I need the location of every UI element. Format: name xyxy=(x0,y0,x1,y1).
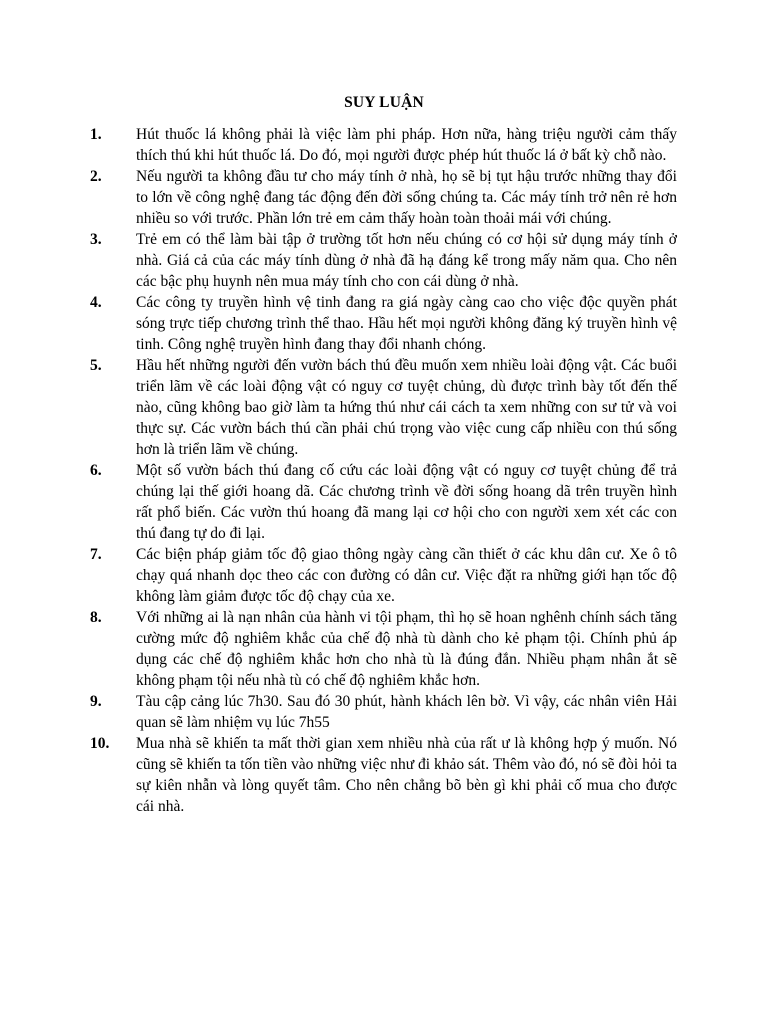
list-item-number: 1. xyxy=(90,126,102,143)
list-item-number: 5. xyxy=(90,357,102,374)
list-item xyxy=(0,292,768,355)
list-item-number: 10. xyxy=(90,735,110,752)
list-item-text: Một số vườn bách thú đang cố cứu các loài động vật có nguy cơ tuyệt chủng để trả chúng lại thế giới hoang dã. Các chương trình về đời sống hoang dã trên truyền hình rất phổ biến. Các vườn thú hoang đã mang lại cơ hội cho con người xem xét các con thú đang tự do đi lại. xyxy=(136,462,677,542)
list-item-text: Trẻ em có thể làm bài tập ở trường tốt hơn nếu chúng có cơ hội sử dụng máy tính ở nhà. Giá cả của các máy tính dùng ở nhà đã hạ đáng kể trong mấy năm qua. Cho nên các bậc phụ huynh nên mua máy tính cho con cái dùng ở nhà. xyxy=(136,231,677,290)
list-item-number: 7. xyxy=(90,546,102,563)
list-item-text: Hầu hết những người đến vườn bách thú đều muốn xem nhiều loài động vật. Các buổi triển lãm về các loài động vật có nguy cơ tuyệt chủng, dù được trình bày tốt đến thế nào, cũng không bao giờ làm ta hứng thú như cái cách ta xem những con sư tử và voi thực sự. Các vườn bách thú cần phải chú trọng vào việc cung cấp nhiều con thú sống hơn là triển lãm về chúng. xyxy=(136,357,677,458)
list-item-number: 3. xyxy=(90,231,102,248)
list-item xyxy=(0,691,768,733)
list-item xyxy=(0,124,768,166)
list-item-text: Mua nhà sẽ khiến ta mất thời gian xem nhiều nhà của rất ư là không hợp ý muốn. Nó cũng sẽ khiến ta tốn tiền vào những việc như đi khảo sát. Thêm vào đó, nó sẽ đòi hỏi ta sự kiên nhẫn và lòng quyết tâm. Cho nên chẳng bõ bèn gì khi phải cố mua cho được cái nhà. xyxy=(136,735,677,815)
list-item-number: 9. xyxy=(90,693,102,710)
list-item xyxy=(0,229,768,292)
list-item-number: 6. xyxy=(90,462,102,479)
list-item-text: Hút thuốc lá không phải là việc làm phi pháp. Hơn nữa, hàng triệu người cảm thấy thích thú khi hút thuốc lá. Do đó, mọi người được phép hút thuốc lá ở bất kỳ chỗ nào. xyxy=(136,126,677,164)
list-item xyxy=(0,355,768,460)
list-item-text: Các công ty truyền hình vệ tinh đang ra giá ngày càng cao cho việc độc quyền phát sóng trực tiếp chương trình thể thao. Hầu hết mọi người không đăng ký truyền hình vệ tinh. Công nghệ truyền hình đang thay đổi nhanh chóng. xyxy=(136,294,677,353)
list-item-text: Nếu người ta không đầu tư cho máy tính ở nhà, họ sẽ bị tụt hậu trước những thay đổi to lớn về công nghệ đang tác động đến đời sống chúng ta. Các máy tính trở nên rẻ hơn nhiều so với trước. Phần lớn trẻ em cảm thấy hoàn toàn thoải mái với chúng. xyxy=(136,168,677,227)
list-item-text: Các biện pháp giảm tốc độ giao thông ngày càng cần thiết ở các khu dân cư. Xe ô tô chạy quá nhanh dọc theo các con đường có dân cư. Việc đặt ra những giới hạn tốc độ không làm giảm được tốc độ chạy của xe. xyxy=(136,546,677,605)
list-item-text: Với những ai là nạn nhân của hành vi tội phạm, thì họ sẽ hoan nghênh chính sách tăng cường mức độ nghiêm khắc của chế độ nhà tù dành cho kẻ phạm tội. Chính phủ áp dụng các chế độ nghiêm khắc hơn cho nhà tù là đúng đắn. Nhiều phạm nhân ắt sẽ không phạm tội nếu nhà tù có chế độ nghiêm khắc hơn. xyxy=(136,609,677,689)
list-item-text: Tàu cập cảng lúc 7h30. Sau đó 30 phút, hành khách lên bờ. Vì vậy, các nhân viên Hải quan sẽ làm nhiệm vụ lúc 7h55 xyxy=(136,693,677,731)
document-title: SUY LUẬN xyxy=(344,94,424,111)
list-item xyxy=(0,733,768,817)
list-item xyxy=(0,544,768,607)
list-item-number: 4. xyxy=(90,294,102,311)
list-item xyxy=(0,166,768,229)
numbered-list xyxy=(0,124,768,817)
list-item-number: 2. xyxy=(90,168,102,185)
list-item xyxy=(0,607,768,691)
list-item-number: 8. xyxy=(90,609,102,626)
list-item xyxy=(0,460,768,544)
